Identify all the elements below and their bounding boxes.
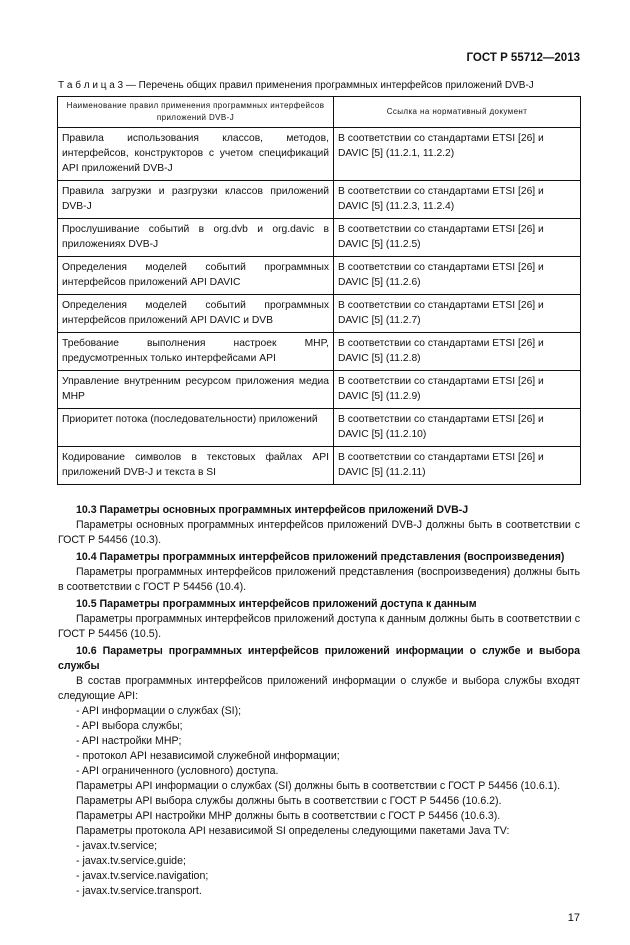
table-row [58,333,581,371]
reference-cell: В соответствии со стандартами ETSI [26] и DAVIC [5] (11.2.9) [334,371,581,409]
reference-cell: В соответствии со стандартами ETSI [26] и DAVIC [5] (11.2.6) [334,257,581,295]
reference-cell: В соответствии со стандартами ETSI [26] и DAVIC [5] (11.2.7) [334,295,581,333]
rule-name-cell: Правила использования классов, методов, интерфейсов, конструкторов с учетом спецификаций API приложений DVB-J [58,128,334,181]
rule-name-cell: Правила загрузки и разгрузки классов приложений DVB-J [58,181,334,219]
section-heading: 10.5 Параметры программных интерфейсов приложений доступа к данным [76,598,477,610]
reference-cell: В соответствии со стандартами ETSI [26] и DAVIC [5] (11.2.11) [334,447,581,485]
table-row [58,219,581,257]
section-heading: 10.4 Параметры программных интерфейсов приложений представления (воспроизведения) [76,551,565,563]
list-line: - API ограниченного (условного) доступа. [76,765,279,777]
list-line: Параметры API выбора службы должны быть в соответствии с ГОСТ Р 54456 (10.6.2). [76,795,502,807]
list-line: Параметры API информации о службах (SI) должны быть в соответствии с ГОСТ Р 54456 (10.6.1). [76,780,561,792]
rule-name-cell: Определения моделей событий программных интерфейсов приложений API DAVIC и DVB [58,295,334,333]
document-body [57,503,580,899]
list-line: - протокол API независимой служебной информации; [76,750,340,762]
list-line: - API настройки MHP; [76,735,182,747]
column-header: Наименование правил применения программных интерфейсов приложений DVB-J [58,97,334,128]
list-line: - API информации о службах (SI); [76,705,242,717]
rule-name-cell: Требование выполнения настроек MHP, предусмотренных только интерфейсами API [58,333,334,371]
list-line: - javax.tv.service.guide; [76,855,186,867]
paragraph: Параметры основных программных интерфейсов приложений DVB-J должны быть в соответствии с ГОСТ Р 54456 (10.3). [58,519,580,546]
list-line: - javax.tv.service.navigation; [76,870,209,882]
reference-cell: В соответствии со стандартами ETSI [26] и DAVIC [5] (11.2.10) [334,409,581,447]
reference-cell: В соответствии со стандартами ETSI [26] и DAVIC [5] (11.2.3, 11.2.4) [334,181,581,219]
paragraph: Параметры программных интерфейсов приложений доступа к данным должны быть в соответствии с ГОСТ Р 54456 (10.5). [58,613,580,640]
table-row [58,447,581,485]
table-row [58,371,581,409]
column-header: Ссылка на нормативный документ [334,97,581,128]
reference-cell: В соответствии со стандартами ETSI [26] и DAVIC [5] (11.2.8) [334,333,581,371]
rule-name-cell: Кодирование символов в текстовых файлах API приложений DVB-J и текста в SI [58,447,334,485]
table-row [58,295,581,333]
paragraph: В состав программных интерфейсов приложений информации о службе и выбора службы входят следующие API: [58,675,580,702]
list-line: - javax.tv.service.transport. [76,885,202,897]
document-header: ГОСТ Р 55712—2013 [466,52,580,64]
table-row [58,181,581,219]
rules-table [57,96,581,485]
rule-name-cell: Управление внутренним ресурсом приложения медиа MHP [58,371,334,409]
table-caption: Т а б л и ц а 3 — Перечень общих правил применения программных интерфейсов приложений DVB-J [58,80,534,91]
page-number: 17 [567,912,580,924]
rule-name-cell: Прослушивание событий в org.dvb и org.davic в приложениях DVB-J [58,219,334,257]
list-line: Параметры протокола API независимой SI определены следующими пакетами Java TV: [76,825,510,837]
rule-name-cell: Приоритет потока (последовательности) приложений [58,409,334,447]
rule-name-cell: Определения моделей событий программных интерфейсов приложений API DAVIC [58,257,334,295]
table-row [58,257,581,295]
paragraph: Параметры программных интерфейсов приложений представления (воспроизведения) должны быть в соответствии с ГОСТ Р 54456 (10.4). [58,566,580,593]
section-heading: 10.3 Параметры основных программных интерфейсов приложений DVB-J [76,504,469,516]
list-line: Параметры API настройки MHP должны быть в соответствии с ГОСТ Р 54456 (10.6.3). [76,810,501,822]
reference-cell: В соответствии со стандартами ETSI [26] и DAVIC [5] (11.2.1, 11.2.2) [334,128,581,181]
reference-cell: В соответствии со стандартами ETSI [26] и DAVIC [5] (11.2.5) [334,219,581,257]
table-row [58,409,581,447]
table-row [58,128,581,181]
section-heading: 10.6 Параметры программных интерфейсов приложений информации о службе и выбора службы [58,645,580,672]
list-line: - javax.tv.service; [76,840,158,852]
list-line: - API выбора службы; [76,720,183,732]
